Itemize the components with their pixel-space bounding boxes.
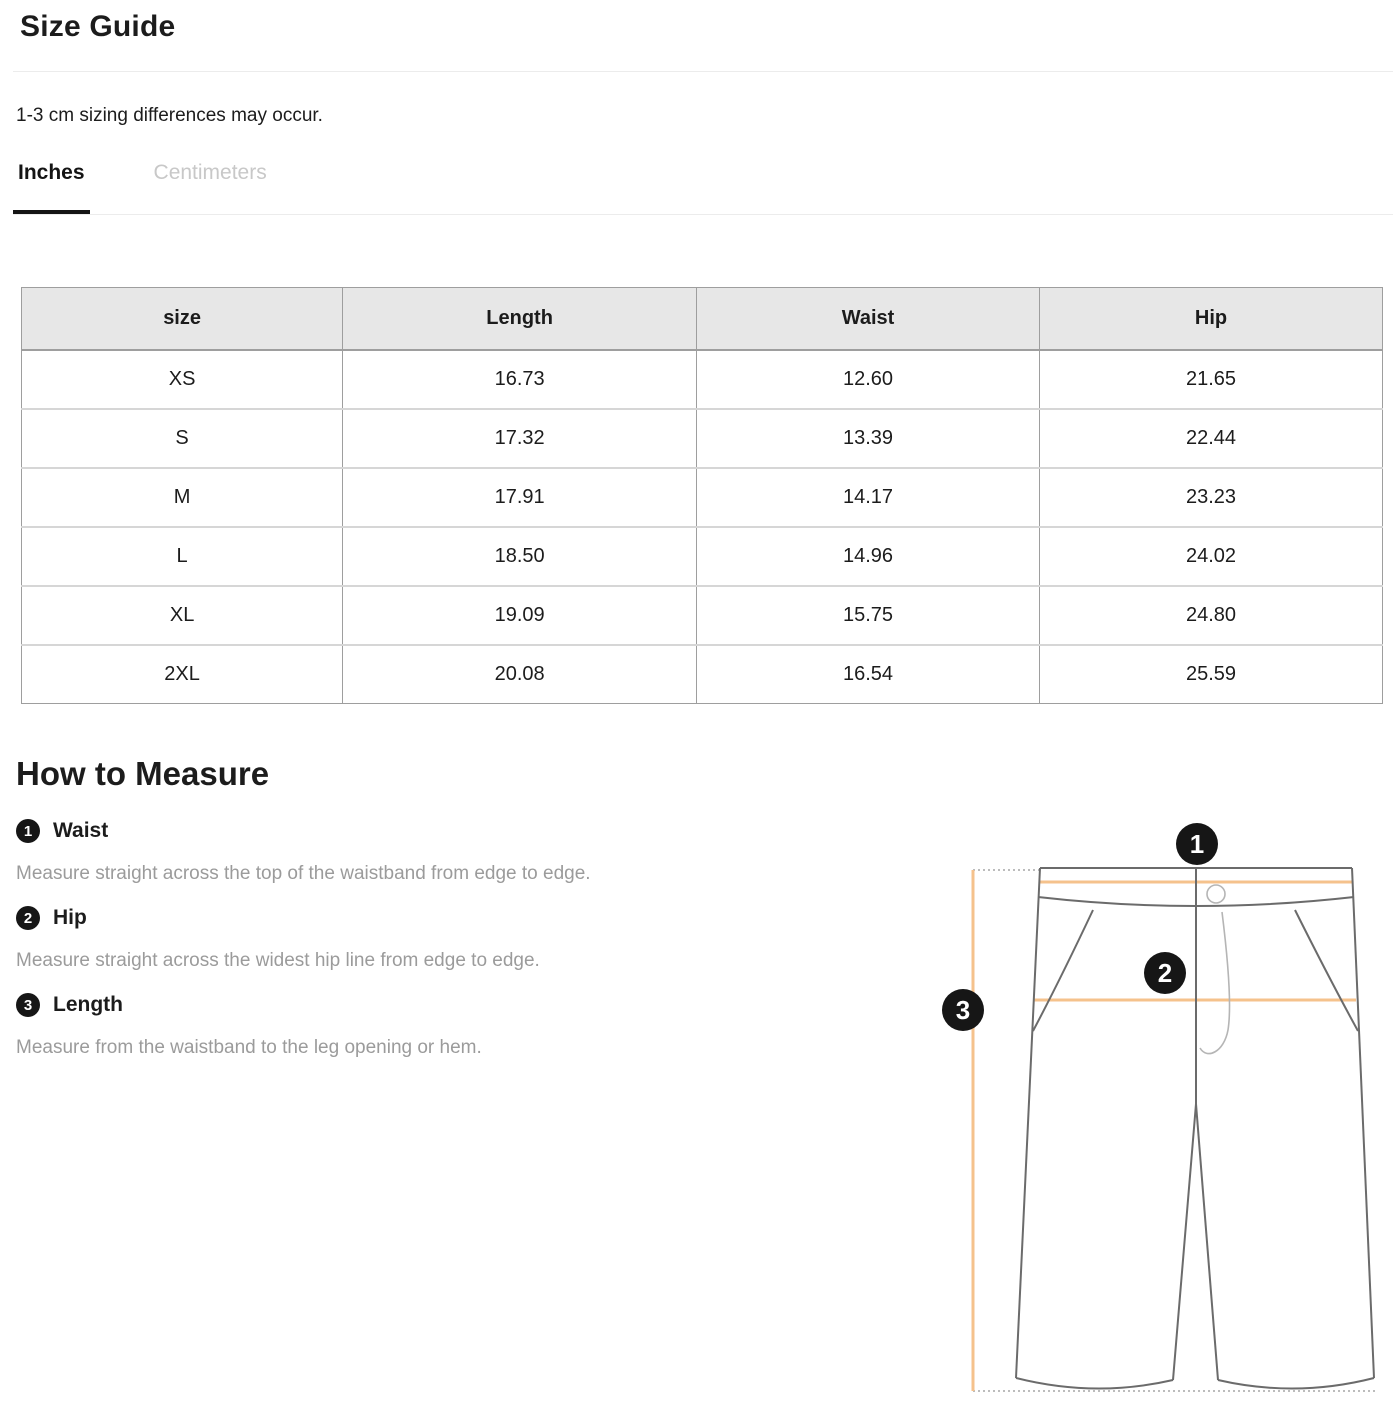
fly-stitch-line	[1200, 912, 1230, 1054]
measure-description: Measure straight across the widest hip line from edge to edge.	[16, 950, 540, 971]
button-icon	[1207, 885, 1225, 903]
cell-size: L	[22, 527, 343, 586]
size-table-header-row	[22, 288, 1383, 351]
cell-hip: 22.44	[1040, 409, 1383, 468]
cell-waist: 16.54	[697, 645, 1040, 704]
cell-hip: 25.59	[1040, 645, 1383, 704]
svg-text:1: 1	[1189, 829, 1205, 859]
cell-waist: 12.60	[697, 350, 1040, 409]
measure-label: Hip	[53, 906, 87, 929]
cell-size: 2XL	[22, 645, 343, 704]
table-row	[22, 468, 1383, 527]
tab-inches[interactable]: Inches	[13, 158, 90, 214]
cell-size: S	[22, 409, 343, 468]
size-guide-page	[0, 10, 1400, 1059]
marker-3	[942, 989, 984, 1031]
page-title: Size Guide	[20, 10, 176, 43]
cell-length: 17.32	[343, 409, 697, 468]
svg-text:3: 3	[955, 995, 971, 1025]
measure-description: Measure straight across the top of the waistband from edge to edge.	[16, 863, 591, 884]
measure-item-waist	[16, 819, 736, 885]
col-header-size: size	[22, 288, 343, 351]
cell-length: 19.09	[343, 586, 697, 645]
shorts-measurement-diagram	[935, 818, 1400, 1406]
step-1-badge: 1	[16, 819, 40, 843]
unit-tabs	[13, 158, 1393, 215]
left-pocket-line	[1033, 910, 1093, 1031]
cell-hip: 21.65	[1040, 350, 1383, 409]
cell-hip: 24.02	[1040, 527, 1383, 586]
table-row	[22, 645, 1383, 704]
cell-waist: 14.96	[697, 527, 1040, 586]
right-pocket-line	[1295, 910, 1358, 1031]
measure-item-hip	[16, 906, 736, 972]
col-header-waist: Waist	[697, 288, 1040, 351]
cell-length: 18.50	[343, 527, 697, 586]
col-header-hip: Hip	[1040, 288, 1383, 351]
measure-label: Length	[53, 993, 123, 1016]
how-to-measure-title: How to Measure	[16, 755, 270, 792]
cell-waist: 13.39	[697, 409, 1040, 468]
cell-waist: 15.75	[697, 586, 1040, 645]
step-3-badge: 3	[16, 993, 40, 1017]
table-row	[22, 409, 1383, 468]
table-row	[22, 527, 1383, 586]
cell-waist: 14.17	[697, 468, 1040, 527]
measure-item-length	[16, 993, 736, 1059]
step-2-badge: 2	[16, 906, 40, 930]
cell-length: 20.08	[343, 645, 697, 704]
cell-hip: 23.23	[1040, 468, 1383, 527]
table-row	[22, 350, 1383, 409]
cell-size: XS	[22, 350, 343, 409]
cell-size: M	[22, 468, 343, 527]
marker-2	[1144, 952, 1186, 994]
measure-instructions	[16, 819, 736, 1059]
marker-1	[1176, 823, 1218, 865]
divider	[13, 71, 1393, 72]
sizing-note: 1-3 cm sizing differences may occur.	[16, 105, 323, 126]
shorts-outline	[1016, 868, 1374, 1389]
table-row	[22, 586, 1383, 645]
size-table	[21, 287, 1383, 704]
cell-size: XL	[22, 586, 343, 645]
cell-length: 16.73	[343, 350, 697, 409]
measure-label: Waist	[53, 819, 109, 842]
cell-hip: 24.80	[1040, 586, 1383, 645]
svg-text:2: 2	[1157, 958, 1173, 988]
measure-description: Measure from the waistband to the leg opening or hem.	[16, 1037, 482, 1058]
cell-length: 17.91	[343, 468, 697, 527]
tab-centimeters[interactable]: Centimeters	[153, 161, 267, 184]
col-header-length: Length	[343, 288, 697, 351]
